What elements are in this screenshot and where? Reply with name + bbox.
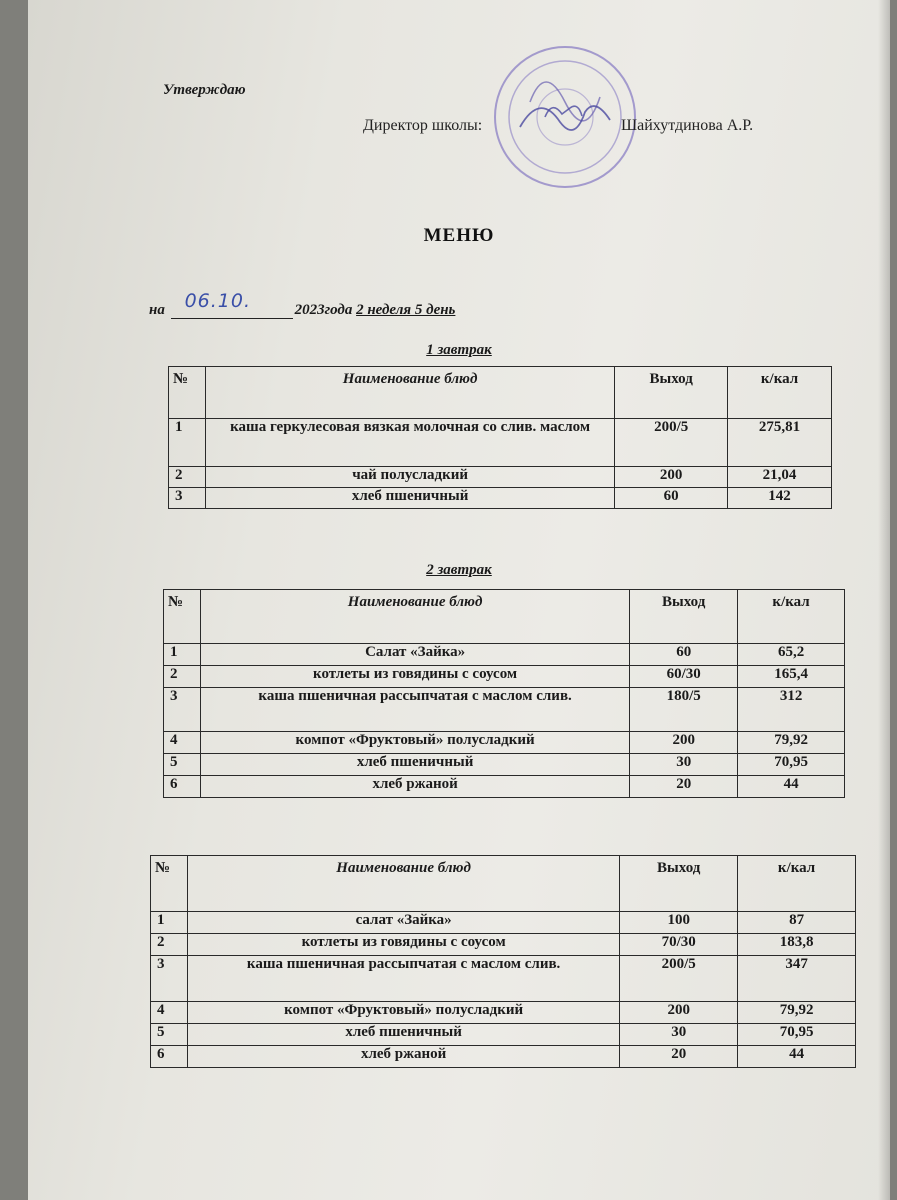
col-output-header: Выход xyxy=(620,856,738,912)
date-prefix: на xyxy=(149,302,165,318)
breakfast1-title: 1 завтрак xyxy=(426,342,492,358)
table-row xyxy=(151,1046,856,1068)
row-num: 3 xyxy=(151,956,188,1002)
date-blank xyxy=(171,290,293,319)
table-row xyxy=(164,776,845,798)
row-name: хлеб пшеничный xyxy=(200,754,629,776)
row-kcal: 142 xyxy=(728,488,832,509)
table-row xyxy=(151,934,856,956)
row-name: хлеб ржаной xyxy=(187,1046,619,1068)
row-kcal: 21,04 xyxy=(728,467,832,488)
date-line xyxy=(149,290,456,319)
row-kcal: 87 xyxy=(738,912,856,934)
handwritten-date: 06.10. xyxy=(184,290,252,312)
row-output: 60 xyxy=(615,488,728,509)
col-kcal-header: к/кал xyxy=(738,856,856,912)
row-output: 200 xyxy=(615,467,728,488)
col-name-header: Наименование блюд xyxy=(200,590,629,644)
row-kcal: 44 xyxy=(738,1046,856,1068)
col-name-header: Наименование блюд xyxy=(205,367,614,419)
row-name: хлеб ржаной xyxy=(200,776,629,798)
school-stamp xyxy=(490,42,640,192)
table-row xyxy=(164,732,845,754)
row-num: 5 xyxy=(164,754,201,776)
row-kcal: 79,92 xyxy=(738,732,845,754)
row-num: 5 xyxy=(151,1024,188,1046)
director-line xyxy=(363,117,754,135)
row-name: компот «Фруктовый» полусладкий xyxy=(187,1002,619,1024)
row-name: каша геркулесовая вязкая молочная со слив. маслом xyxy=(205,419,614,467)
table-row xyxy=(164,688,845,732)
row-kcal: 312 xyxy=(738,688,845,732)
table-row xyxy=(169,419,832,467)
col-name-header: Наименование блюд xyxy=(187,856,619,912)
table-row xyxy=(151,1024,856,1046)
row-name: компот «Фруктовый» полусладкий xyxy=(200,732,629,754)
row-name: салат «Зайка» xyxy=(187,912,619,934)
col-kcal-header: к/кал xyxy=(728,367,832,419)
table-row xyxy=(151,912,856,934)
table-header-row xyxy=(164,590,845,644)
col-output-header: Выход xyxy=(630,590,738,644)
row-name: каша пшеничная рассыпчатая с маслом слив. xyxy=(200,688,629,732)
row-kcal: 165,4 xyxy=(738,666,845,688)
row-name: котлеты из говядины с соусом xyxy=(187,934,619,956)
director-name: Шайхутдинова А.Р. xyxy=(621,117,754,134)
table-row xyxy=(164,666,845,688)
col-output-header: Выход xyxy=(615,367,728,419)
row-output: 200/5 xyxy=(620,956,738,1002)
row-kcal: 347 xyxy=(738,956,856,1002)
table-row xyxy=(164,754,845,776)
row-kcal: 70,95 xyxy=(738,1024,856,1046)
breakfast2-title: 2 завтрак xyxy=(426,562,492,578)
row-num: 4 xyxy=(151,1002,188,1024)
row-output: 20 xyxy=(620,1046,738,1068)
table-row xyxy=(169,467,832,488)
row-name: котлеты из говядины с соусом xyxy=(200,666,629,688)
row-output: 70/30 xyxy=(620,934,738,956)
row-name: хлеб пшеничный xyxy=(187,1024,619,1046)
year-text: 2023года xyxy=(294,302,353,318)
row-num: 6 xyxy=(151,1046,188,1068)
row-output: 180/5 xyxy=(630,688,738,732)
row-num: 2 xyxy=(169,467,206,488)
row-num: 3 xyxy=(169,488,206,509)
row-output: 30 xyxy=(630,754,738,776)
col-num-header: № xyxy=(169,367,206,419)
table-row xyxy=(164,644,845,666)
row-kcal: 70,95 xyxy=(738,754,845,776)
row-name: чай полусладкий xyxy=(205,467,614,488)
row-output: 30 xyxy=(620,1024,738,1046)
table-row xyxy=(151,956,856,1002)
row-name: хлеб пшеничный xyxy=(205,488,614,509)
row-output: 200 xyxy=(630,732,738,754)
row-kcal: 79,92 xyxy=(738,1002,856,1024)
row-num: 6 xyxy=(164,776,201,798)
approve-label: Утверждаю xyxy=(163,82,246,98)
row-output: 60/30 xyxy=(630,666,738,688)
row-kcal: 275,81 xyxy=(728,419,832,467)
row-output: 100 xyxy=(620,912,738,934)
table-header-row xyxy=(169,367,832,419)
table-row xyxy=(151,1002,856,1024)
row-num: 1 xyxy=(164,644,201,666)
row-output: 200/5 xyxy=(615,419,728,467)
row-kcal: 65,2 xyxy=(738,644,845,666)
table-row xyxy=(169,488,832,509)
page-title: МЕНЮ xyxy=(423,225,495,246)
row-output: 200 xyxy=(620,1002,738,1024)
row-num: 2 xyxy=(151,934,188,956)
col-num-header: № xyxy=(164,590,201,644)
breakfast2-table xyxy=(163,589,845,798)
row-output: 20 xyxy=(630,776,738,798)
row-num: 1 xyxy=(169,419,206,467)
row-num: 3 xyxy=(164,688,201,732)
row-kcal: 183,8 xyxy=(738,934,856,956)
director-label: Директор школы: xyxy=(363,117,483,134)
col-num-header: № xyxy=(151,856,188,912)
third-table xyxy=(150,855,856,1068)
document-page xyxy=(28,0,890,1200)
row-num: 4 xyxy=(164,732,201,754)
table-header-row xyxy=(151,856,856,912)
col-kcal-header: к/кал xyxy=(738,590,845,644)
week-day: 2 неделя 5 день xyxy=(356,302,456,318)
row-num: 1 xyxy=(151,912,188,934)
row-num: 2 xyxy=(164,666,201,688)
row-kcal: 44 xyxy=(738,776,845,798)
row-output: 60 xyxy=(630,644,738,666)
row-name: каша пшеничная рассыпчатая с маслом слив. xyxy=(187,956,619,1002)
row-name: Салат «Зайка» xyxy=(200,644,629,666)
breakfast1-table xyxy=(168,366,832,509)
